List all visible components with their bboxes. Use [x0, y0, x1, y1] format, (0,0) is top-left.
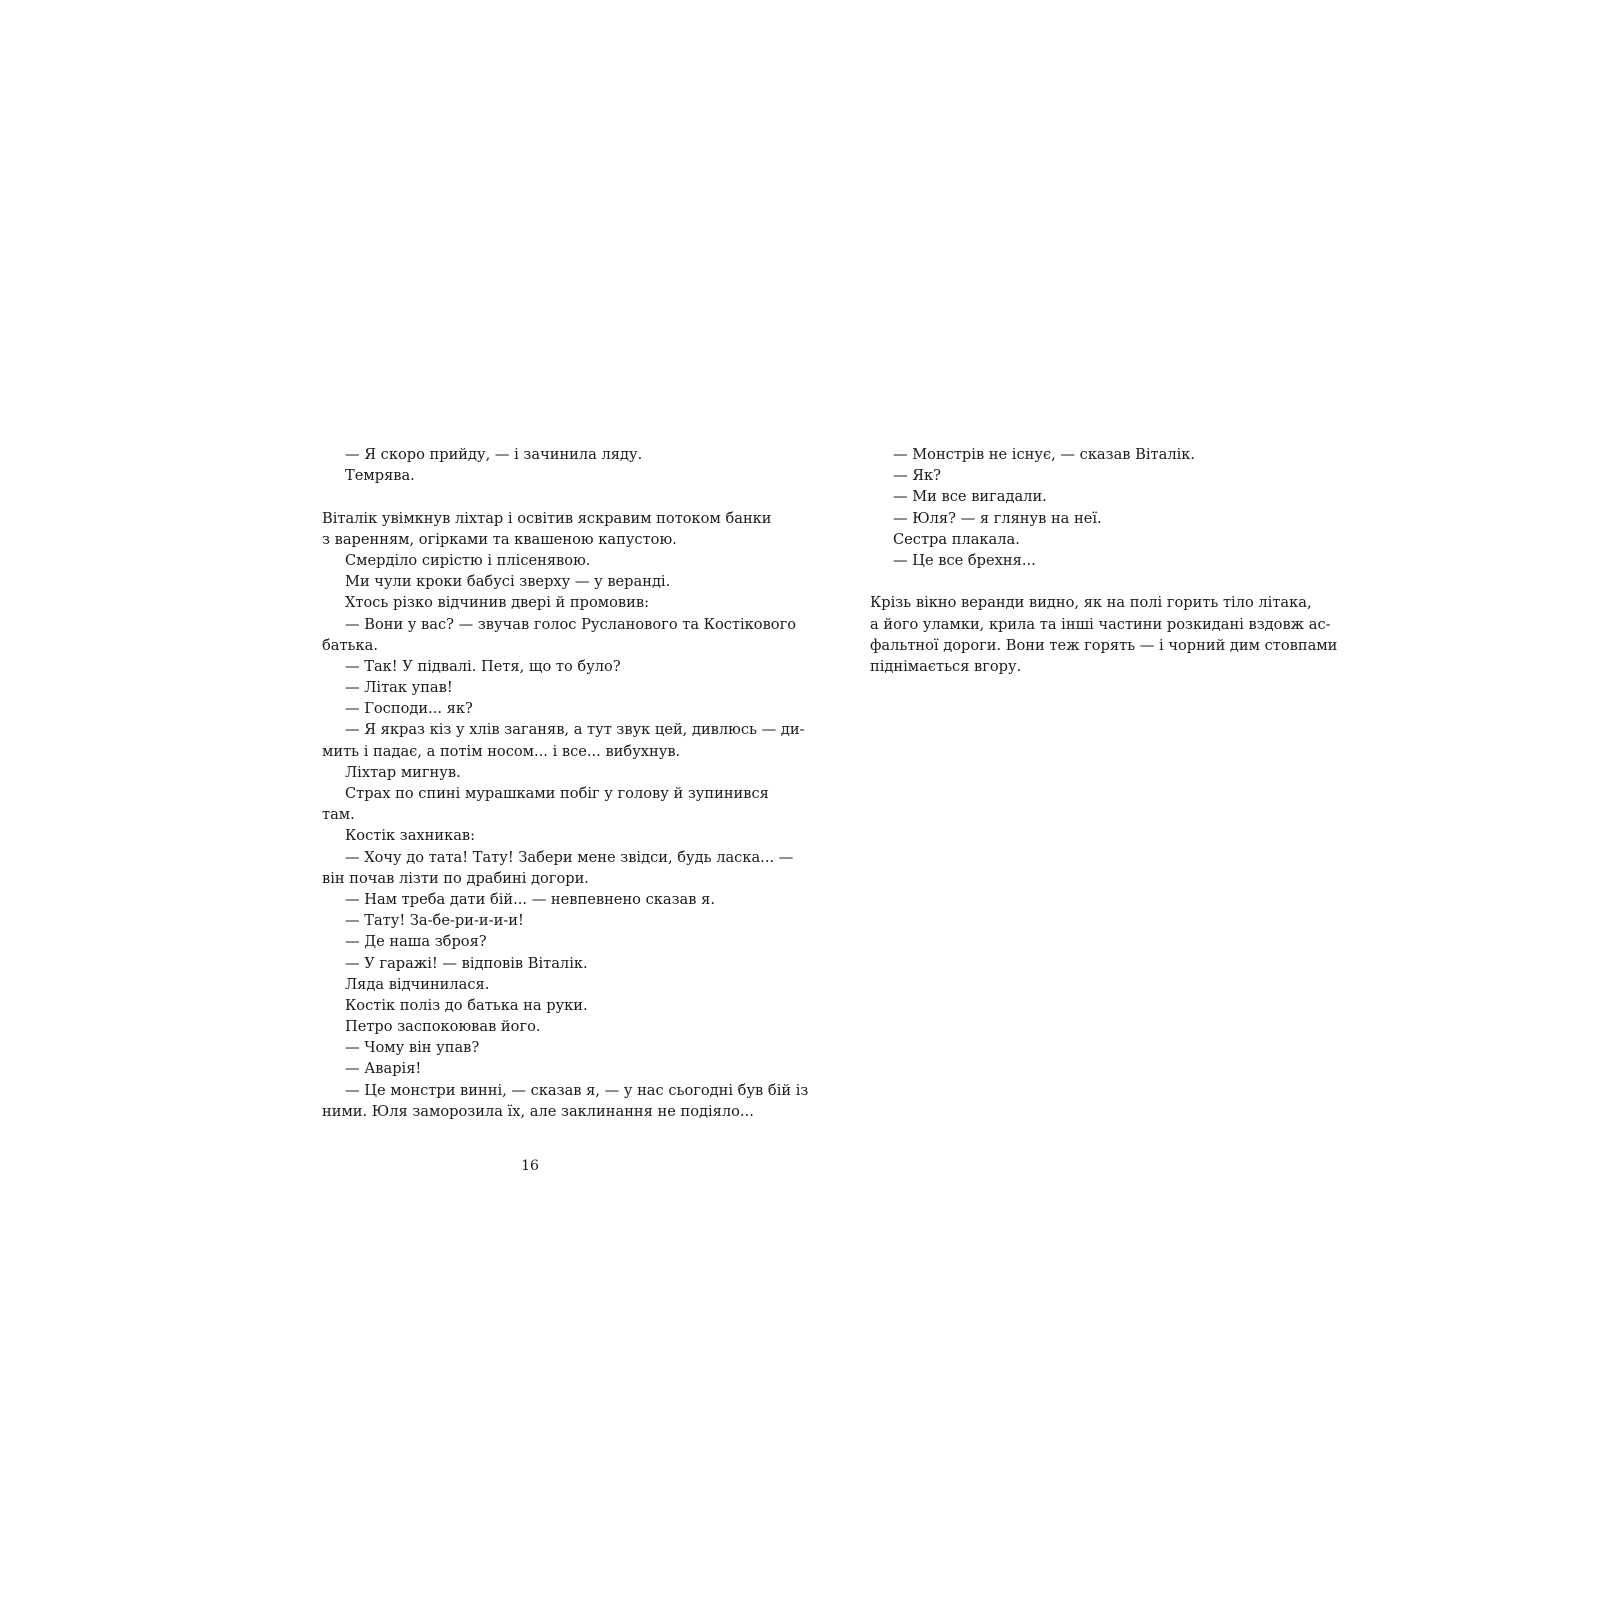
text-line: — Де наша зброя? — [345, 933, 487, 951]
text-line: Костік захникав: — [345, 827, 476, 845]
text-line: Смерділо сирістю і плісенявою. — [345, 551, 591, 569]
text-line: — Нам треба дати бій... — невпевнено сказав я. — [345, 890, 715, 908]
text-line: а його уламки, крила та інші частини розкидані вздовж ас- — [870, 615, 1331, 633]
text-line: мить і падає, а потім носом... і все... вибухнув. — [322, 742, 681, 760]
text-line: — Тату! За-бе-ри-и-и-и! — [345, 912, 524, 930]
text-line: Сестра плакала. — [893, 530, 1020, 548]
text-line: Страх по спині мурашками побіг у голову й зупинився — [345, 785, 769, 802]
text-line: ними. Юля заморозила їх, але заклинання не подіяло... — [322, 1102, 754, 1120]
text-line: — Я скоро прийду, — і зачинила ляду. — [345, 446, 643, 463]
text-line: фальтної дороги. Вони теж горять — і чорний дим стовпами — [870, 636, 1338, 654]
text-line: там. — [322, 806, 355, 824]
text-line: — Це монстри винні, — сказав я, — у нас сьогодні був бій із — [345, 1081, 809, 1099]
section-break — [870, 571, 1296, 592]
text-line: — Юля? — я глянув на неї. — [893, 509, 1102, 527]
text-line: батька. — [322, 636, 378, 654]
text-line: Темрява. — [345, 467, 415, 485]
text-line: Ляда відчинилася. — [345, 975, 490, 993]
text-line: — Так! У підвалі. Петя, що то було? — [345, 657, 621, 675]
text-line: — Я якраз кіз у хлів заганяв, а тут звук цей, дивлюсь — ди- — [345, 721, 805, 739]
text-line: — Це все брехня... — [893, 551, 1036, 569]
text-line: він почав лізти по драбині догори. — [322, 869, 589, 887]
left-page — [322, 444, 809, 1122]
text-line: Костік поліз до батька на руки. — [345, 996, 588, 1014]
section-break — [322, 486, 748, 507]
text-line: Віталік увімкнув ліхтар і освітив яскравим потоком банки — [322, 509, 772, 527]
text-line: — Чому він упав? — [345, 1039, 480, 1057]
text-line: — Монстрів не існує, — сказав Віталік. — [893, 446, 1196, 463]
text-line: — У гаражі! — відповів Віталік. — [345, 954, 588, 972]
text-line: — Господи... як? — [345, 700, 473, 718]
text-line: Крізь вікно веранди видно, як на полі горить тіло літака, — [870, 594, 1312, 612]
text-line: — Літак упав! — [345, 679, 453, 697]
page-number: 16 — [521, 1158, 539, 1174]
text-line: піднімається вгору. — [870, 657, 1022, 675]
text-line: Петро заспокоював його. — [345, 1018, 541, 1036]
text-line: — Хочу до тата! Тату! Забери мене звідси, будь ласка... — — [345, 848, 794, 866]
text-line: Хтось різко відчинив двері й промовив: — [345, 594, 649, 612]
text-line: з варенням, огірками та квашеною капустою. — [322, 530, 677, 548]
text-line: — Ми все вигадали. — [893, 488, 1047, 506]
text-line: — Аварія! — [345, 1060, 422, 1078]
right-page — [870, 444, 1338, 677]
text-line: Ми чули кроки бабусі зверху — у веранді. — [345, 573, 671, 591]
text-line: Ліхтар мигнув. — [345, 763, 461, 781]
text-line: — Як? — [893, 467, 941, 485]
text-line: — Вони у вас? — звучав голос Русланового та Костікового — [345, 615, 797, 633]
